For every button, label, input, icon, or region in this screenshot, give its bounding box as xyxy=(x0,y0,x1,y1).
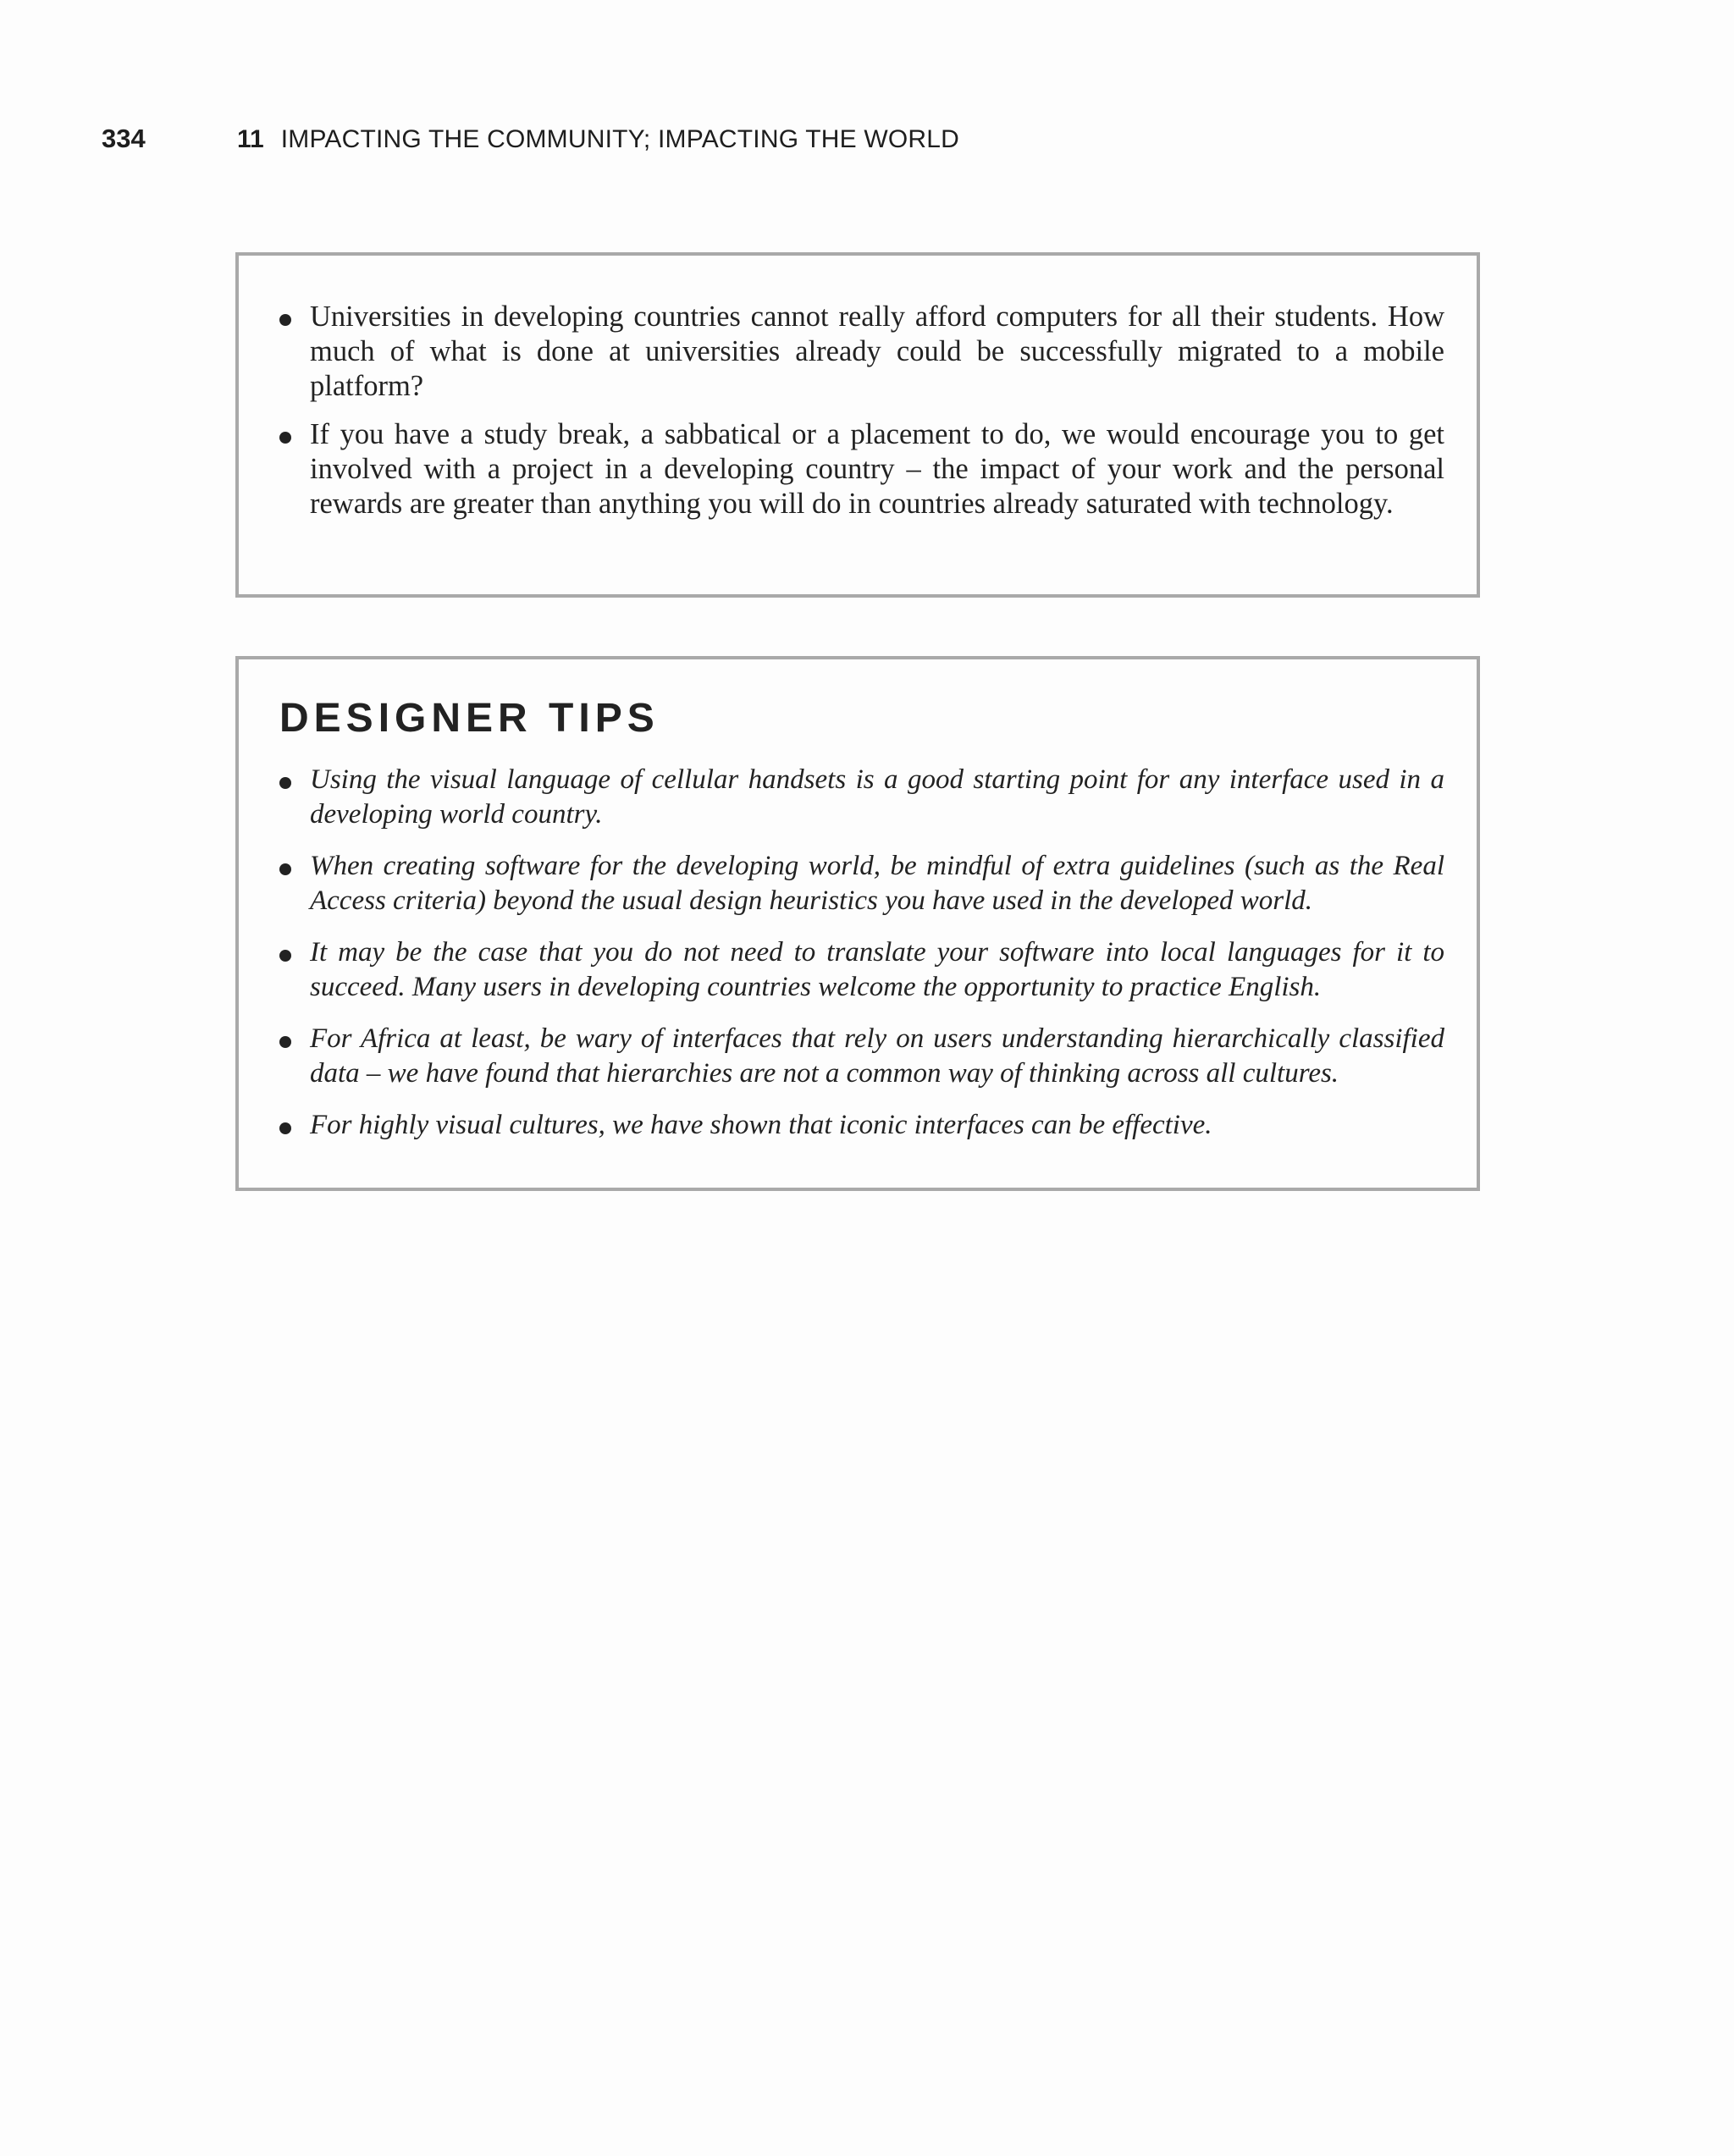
list-item-text: When creating software for the developing world, be mindful of extra guidelines (such as the Real Access criteria) beyond the usual design heuristics you have used in the developed world. xyxy=(310,851,1444,916)
bullet-icon xyxy=(279,777,291,789)
bullet-icon xyxy=(279,950,291,962)
bullet-icon xyxy=(279,863,291,875)
list-item xyxy=(279,935,1444,1005)
designer-tips-box xyxy=(235,656,1480,1191)
list-item-text: It may be the case that you do not need to translate your software into local languages for it to succeed. Many users in developing countries welcome the opportunity to practice English. xyxy=(310,937,1444,1002)
list-item-text: Using the visual language of cellular handsets is a good starting point for any interface used in a developing world country. xyxy=(310,764,1444,830)
list-item-text: Universities in developing countries cannot really afford computers for all their students. How much of what is done at universities already could be successfully migrated to a mobile platform? xyxy=(310,301,1444,402)
list-item-text: If you have a study break, a sabbatical or a placement to do, we would encourage you to get involved with a project in a developing country – the impact of your work and the personal rewards are greater than anything you will do in countries already saturated with technology. xyxy=(310,418,1444,520)
bullet-icon xyxy=(279,1122,291,1134)
running-head xyxy=(102,122,959,157)
bullet-icon xyxy=(279,1036,291,1048)
page-number: 334 xyxy=(102,124,146,153)
list-item-text: For Africa at least, be wary of interfaces that rely on users understanding hierarchically classified data – we have found that hierarchies are not a common way of thinking across all cultures. xyxy=(310,1023,1444,1089)
list-item xyxy=(279,417,1444,521)
list-item xyxy=(279,300,1444,404)
bullet-icon xyxy=(279,314,291,326)
designer-tips-heading: DESIGNER TIPS xyxy=(279,696,660,741)
discussion-box xyxy=(235,252,1480,598)
list-item-text: For highly visual cultures, we have shown that iconic interfaces can be effective. xyxy=(310,1110,1212,1140)
list-item xyxy=(279,1022,1444,1091)
chapter-number: 11 xyxy=(237,125,264,153)
discussion-list xyxy=(279,300,1444,521)
list-item xyxy=(279,849,1444,918)
list-item xyxy=(279,1108,1444,1143)
designer-tips-list xyxy=(279,763,1444,1143)
bullet-icon xyxy=(279,432,291,444)
list-item xyxy=(279,763,1444,832)
chapter-title: IMPACTING THE COMMUNITY; IMPACTING THE WORLD xyxy=(280,125,960,153)
